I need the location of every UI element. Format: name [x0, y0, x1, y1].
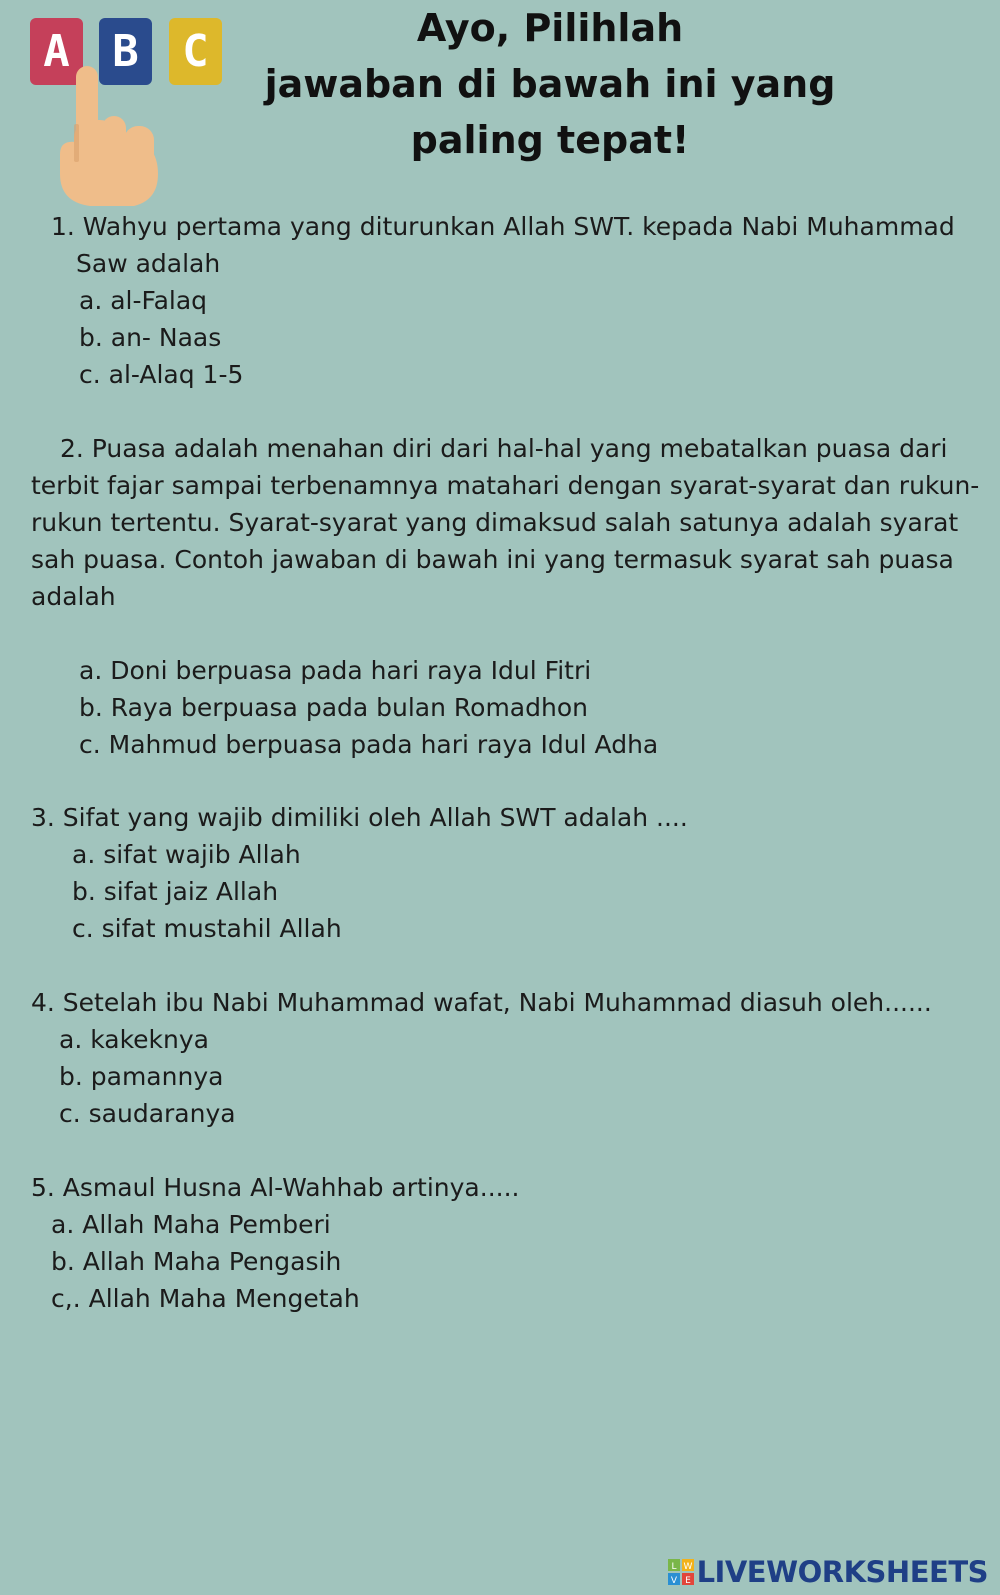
question-2-line-3: rukun tertentu. Syarat-syarat yang dimaksud salah satunya adalah syarat: [31, 508, 959, 537]
question-4-option-b[interactable]: b. pamannya: [59, 1062, 224, 1091]
question-2-option-a[interactable]: a. Doni berpuasa pada hari raya Idul Fitri: [79, 656, 592, 685]
question-5-option-c[interactable]: c,. Allah Maha Mengetah: [51, 1284, 360, 1313]
question-1-option-b[interactable]: b. an- Naas: [79, 323, 222, 352]
title-line-1: Ayo, Pilihlah: [416, 6, 684, 50]
question-1-option-a[interactable]: a. al-Falaq: [79, 286, 208, 315]
question-1-option-c[interactable]: c. al-Alaq 1-5: [79, 360, 244, 389]
title-line-2: jawaban di bawah ini yang: [264, 62, 836, 106]
question-1-line-1: 1. Wahyu pertama yang diturunkan Allah SWT. kepada Nabi Muhammad: [51, 212, 955, 241]
question-5-option-b[interactable]: b. Allah Maha Pengasih: [51, 1247, 342, 1276]
question-3-option-c[interactable]: c. sifat mustahil Allah: [72, 914, 342, 943]
question-2-option-b[interactable]: b. Raya berpuasa pada bulan Romadhon: [79, 693, 588, 722]
question-2-option-c[interactable]: c. Mahmud berpuasa pada hari raya Idul Adha: [79, 730, 659, 759]
question-4-option-c[interactable]: c. saudaranya: [59, 1099, 236, 1128]
question-4-line-1: 4. Setelah ibu Nabi Muhammad wafat, Nabi Muhammad diasuh oleh......: [31, 988, 932, 1017]
tile-a: A: [30, 18, 83, 85]
tile-b: B: [99, 18, 152, 85]
question-5-option-a[interactable]: a. Allah Maha Pemberi: [51, 1210, 331, 1239]
question-2-line-5: adalah: [31, 582, 116, 611]
tile-c: C: [169, 18, 222, 85]
question-5-line-1: 5. Asmaul Husna Al-Wahhab artinya.....: [31, 1173, 520, 1202]
title-line-3: paling tepat!: [410, 118, 690, 162]
question-1-line-2: Saw adalah: [76, 249, 221, 278]
question-3-option-b[interactable]: b. sifat jaiz Allah: [72, 877, 279, 906]
question-2-line-2: terbit fajar sampai terbenamnya matahari dengan syarat-syarat dan rukun-: [31, 471, 980, 500]
pointing-hand-icon: [54, 62, 164, 212]
liveworksheets-logo-icon: [668, 1559, 694, 1585]
question-4-option-a[interactable]: a. kakeknya: [59, 1025, 209, 1054]
page-title: [240, 0, 860, 168]
question-2-line-1: 2. Puasa adalah menahan diri dari hal-hal yang mebatalkan puasa dari: [60, 434, 948, 463]
question-2-line-4: sah puasa. Contoh jawaban di bawah ini yang termasuk syarat sah puasa: [31, 545, 954, 574]
logo-letter-w: W: [683, 1562, 693, 1572]
logo-letter-e: E: [684, 1576, 691, 1585]
question-3-option-a[interactable]: a. sifat wajib Allah: [72, 840, 301, 869]
question-3-line-1: 3. Sifat yang wajib dimiliki oleh Allah SWT adalah ....: [31, 803, 688, 832]
liveworksheets-logo[interactable]: [668, 1555, 988, 1589]
liveworksheets-logo-text: LIVEWORKSHEETS: [696, 1555, 988, 1589]
logo-letter-l: L: [671, 1562, 677, 1572]
logo-letter-v: V: [670, 1576, 677, 1585]
